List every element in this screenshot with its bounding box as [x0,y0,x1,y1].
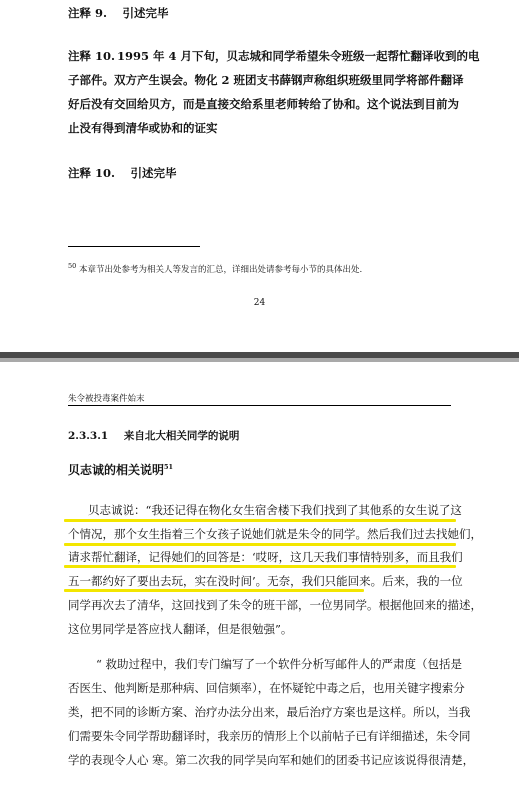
highlight-line-2 [64,543,456,546]
quote2-line-4: 们需要朱令同学帮助翻译时，我亲历的情形上个以前帖子已有详细描述，朱令同 [68,729,471,743]
running-head-rule [68,405,451,406]
highlight-line-4 [64,589,364,592]
page-number: 24 [253,298,266,308]
note-10-title: 注释 10. [68,49,116,63]
footnote-number: 50 [68,262,77,270]
quote2-line-3: 类，把不同的诊断方案、治疗办法分出来，最后治疗方案也是这样。所以，当我 [68,705,471,719]
highlight-line-1 [64,519,456,522]
quote2-line-1: “ 救助过程中，我们专门编写了一个软件分析写邮件人的严肃度（包括是 [96,657,463,671]
running-head: 朱令被投毒案件始末 [68,394,145,404]
note-10-line-4: 止没有得到清华或协和的证实 [68,121,218,135]
quote1-line-3: 请求帮忙翻译，记得她们的回答是：‘哎呀，这几天我们事情特别多，而且我们 [68,550,463,564]
footnote-rule [68,246,200,247]
section-title: 来自北大相关同学的说明 [123,430,240,442]
footnote [68,262,362,275]
quote2-line-2: 否医生、他判断是那种病、回信频率），在怀疑铊中毒之后，也用关键字搜索分 [68,681,465,695]
document-page-1 [0,0,519,352]
quote1-line-2: 个情况，那个女生指着三个女孩子说她们就是朱令的同学。然后我们过去找她们， [68,527,482,541]
note-9-end: 注释 9. 引述完毕 [68,6,169,20]
note-10-line-1: 1995 年 4 月下旬，贝志城和同学希望朱令班级一起帮忙翻译收到的电 [117,49,480,63]
section-number: 2.3.3.1 [68,430,109,442]
quote1-line-5: 同学再次去了清华，这回找到了朱令的班干部，一位男同学。根据他回来的描述， [68,598,482,612]
subheading [68,459,173,478]
quote2-line-5: 学的表现令人心 寒。第二次我的同学吴向军和她们的团委书记应该说得很清楚， [68,753,475,767]
subheading-text: 贝志诚的相关说明 [68,463,165,477]
subheading-footnote-ref: 51 [164,463,174,471]
quote1-line-6: 这位男同学是答应找人翻译，但是很勉强”。 [68,622,293,636]
quote1-line-1: 贝志诚说：“我还记得在物化女生宿舍楼下我们找到了其他系的女生说了这 [88,503,462,517]
note-10-heading [68,48,115,64]
highlight-line-3 [64,565,456,568]
section-heading [68,428,239,444]
quote1-line-4: 五一都约好了要出去玩，实在没时间’。无奈，我们只能回来。后来，我的一位 [68,574,463,588]
note-10-line-2: 子部件。双方产生误会。物化 2 班团支书薛钢声称组织班级里同学将部件翻译 [68,73,464,87]
note-10-end: 注释 10. 引述完毕 [68,166,177,180]
footnote-text: 本章节出处参考为相关人等发言的汇总，详细出处请参考每小节的具体出处. [78,264,363,275]
note-10-line-3: 好后没有交回给贝方，而是直接交给系里老师转给了协和。这个说法到目前为 [68,97,459,111]
